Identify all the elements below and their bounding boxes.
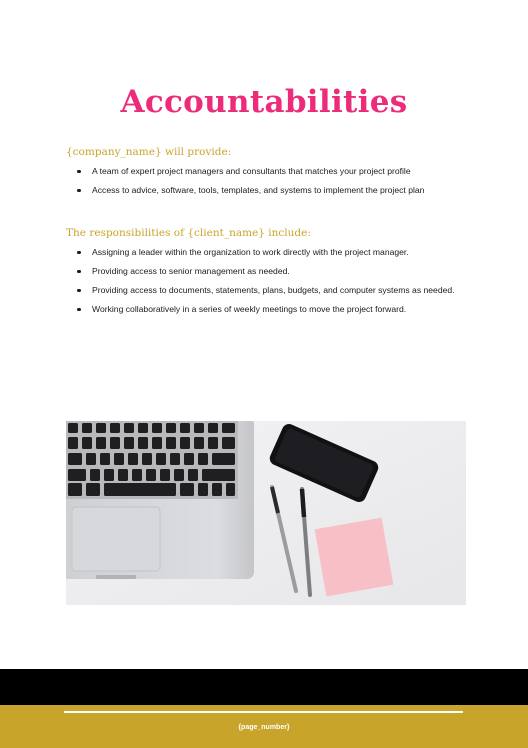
list-item (66, 165, 463, 178)
footer (0, 705, 528, 748)
list-item (66, 246, 463, 259)
bullet-icon (77, 189, 81, 193)
client-section-heading: The responsibilities of {client_name} include: (66, 227, 311, 239)
list-item-text: A team of expert project managers and consultants that matches your project profile (92, 166, 411, 176)
list-item (66, 284, 463, 297)
footer-divider (64, 711, 463, 713)
page-number: {page_number} (238, 724, 290, 731)
bullet-icon (77, 251, 81, 255)
list-item (66, 303, 463, 316)
bullet-icon (77, 170, 81, 174)
bullet-icon (77, 308, 81, 312)
list-item-text: Access to advice, software, tools, templates, and systems to implement the project plan (92, 185, 425, 195)
list-item (66, 184, 463, 197)
company-section-heading: {company_name} will provide: (66, 146, 232, 158)
laptop-phone-pens-photo-icon (66, 421, 466, 605)
list-item-text: Working collaboratively in a series of weekly meetings to move the project forward. (92, 304, 407, 314)
list-item (66, 265, 463, 278)
client-responsibilities-list (66, 246, 463, 322)
workspace-photo (66, 421, 466, 605)
company-provisions-list (66, 165, 463, 203)
footer-band (0, 669, 528, 705)
page-title: Accountabilities (120, 84, 408, 120)
list-item-text: Assigning a leader within the organization to work directly with the project manager. (92, 247, 409, 257)
list-item-text: Providing access to documents, statements, plans, budgets, and computer systems as needed. (92, 285, 455, 295)
bullet-icon (77, 270, 81, 274)
list-item-text: Providing access to senior management as needed. (92, 266, 290, 276)
bullet-icon (77, 289, 81, 293)
